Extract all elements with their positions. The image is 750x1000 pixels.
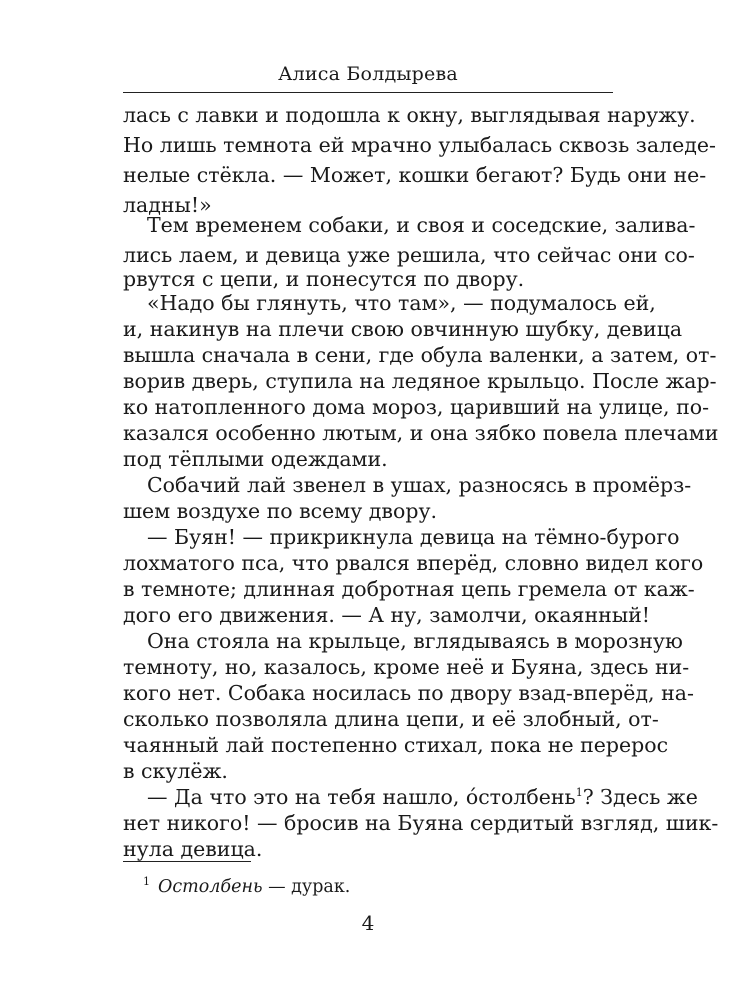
header-rule — [123, 92, 613, 93]
running-head-author: Алиса Болдырева — [278, 63, 458, 85]
text-line: Собачий лай звенел в ушах, разносясь в промёрз- — [147, 473, 692, 497]
text-line: ладны!» — [123, 193, 212, 217]
text-line: казался особенно лютым, и она зябко повела плечами — [123, 421, 719, 445]
text-line: ворив дверь, ступила на ледяное крыльцо. После жар- — [123, 369, 717, 393]
text-line: ко натопленного дома мороз, царивший на улице, по- — [123, 395, 710, 419]
footnote — [143, 870, 593, 899]
text-line: нелые стёкла. — Может, кошки бегают? Будь они не- — [123, 163, 707, 187]
text-line: рвутся с цепи, и понесутся по двору. — [123, 267, 525, 291]
text-line: «Надо бы глянуть, что там», — подумалось ей, — [147, 291, 656, 315]
text-line: темноту, но, казалось, кроме неё и Буяна, здесь ни- — [123, 655, 690, 679]
text-line: сколько позволяла длина цепи, и её злобный, от- — [123, 707, 659, 731]
footnote-definition: — дурак. — [262, 877, 351, 897]
text-line: вышла сначала в сени, где обула валенки, а затем, от- — [123, 343, 717, 367]
text-line: в темноте; длинная добротная цепь гремела от каж- — [123, 577, 695, 601]
text-line: нула девица. — [123, 837, 263, 861]
page-number: 4 — [361, 911, 375, 935]
text-line: лась с лавки и подошла к окну, выглядывая наружу. — [123, 103, 696, 127]
line-text-continued: ? Здесь же — [582, 785, 698, 809]
footnote-reference[interactable]: 1 — [575, 786, 583, 799]
text-line: дого его движения. — А ну, замолчи, окаянный! — [123, 603, 651, 627]
text-line: Но лишь темнота ей мрачно улыбалась сквозь заледе- — [123, 133, 716, 157]
text-line: — Буян! — прикрикнула девица на тёмно-бурого — [147, 525, 680, 549]
text-line: кого нет. Собака носилась по двору взад-вперёд, на- — [123, 681, 694, 705]
text-line: в скулёж. — [123, 759, 228, 783]
text-line: чаянный лай постепенно стихал, пока не перерос — [123, 733, 669, 757]
text-line: под тёплыми одеждами. — [123, 447, 388, 471]
text-line-with-footnote-ref — [147, 784, 698, 810]
text-line: нет никого! — бросив на Буяна сердитый взгляд, шик- — [123, 811, 719, 835]
footnote-term: Остолбень — [158, 877, 263, 897]
text-line: и, накинув на плечи свою овчинную шубку, девица — [123, 317, 683, 341]
footnote-rule — [123, 861, 251, 862]
line-text: — Да что это на тебя нашло, óстолбень — [147, 785, 576, 809]
footnote-marker: 1 — [143, 875, 150, 888]
text-line: лись лаем, и девица уже решила, что сейчас они со- — [123, 243, 695, 267]
text-line: лохматого пса, что рвался вперёд, словно видел кого — [123, 551, 704, 575]
text-line: шем воздухе по всему двору. — [123, 499, 438, 523]
text-line: Тем временем собаки, и своя и соседские, залива- — [147, 213, 696, 237]
text-line: Она стояла на крыльце, вглядываясь в морозную — [147, 629, 683, 653]
